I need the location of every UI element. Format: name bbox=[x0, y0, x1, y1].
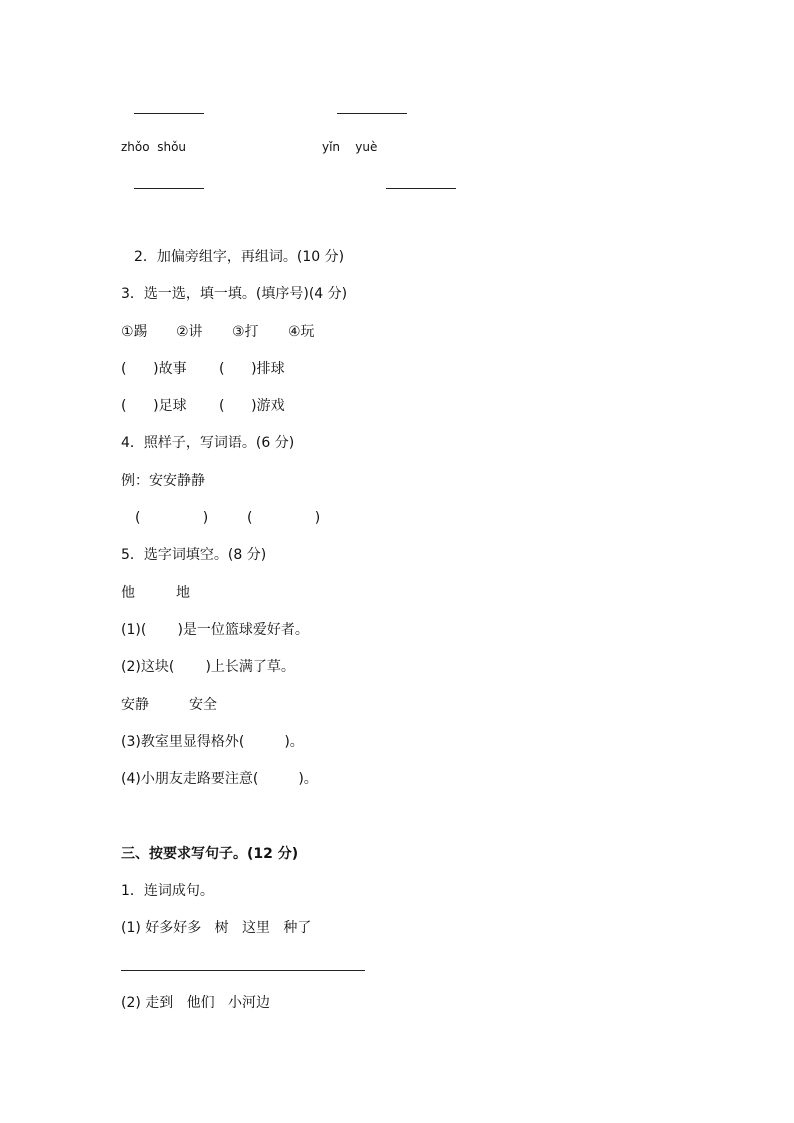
q5-sentence-1[interactable]: (1)( )是一位篮球爱好者。 bbox=[121, 622, 309, 638]
answer-line-1[interactable] bbox=[134, 113, 204, 114]
section3-answer-line[interactable] bbox=[121, 970, 365, 971]
pinyin-right: yǐn yuè bbox=[322, 140, 378, 154]
q3-blank-story[interactable]: ( )故事 bbox=[121, 361, 187, 377]
section3-item2: (2) 走到 他们 小河边 bbox=[121, 995, 270, 1011]
q3-option-1: ①踢 bbox=[121, 324, 148, 340]
q5-word-anquan: 安全 bbox=[189, 697, 217, 713]
pinyin-left: zhǒo shǒu bbox=[121, 140, 187, 154]
q4-title: 4．照样子，写词语。(6 分) bbox=[121, 435, 295, 451]
q3-title: 3．选一选，填一填。(填序号)(4 分) bbox=[121, 286, 348, 302]
q5-sentence-2[interactable]: (2)这块( )上长满了草。 bbox=[121, 659, 295, 675]
section3-item1: (1) 好多好多 树 这里 种了 bbox=[121, 920, 312, 936]
section3-sub1: 1．连词成句。 bbox=[121, 883, 214, 899]
q4-blank-2[interactable]: ( ) bbox=[247, 510, 321, 526]
answer-line-2[interactable] bbox=[337, 113, 407, 114]
q3-option-4: ④玩 bbox=[288, 324, 315, 340]
q3-option-2: ②讲 bbox=[176, 324, 203, 340]
q3-blank-game[interactable]: ( )游戏 bbox=[219, 398, 285, 414]
q2-title: 2．加偏旁组字，再组词。(10 分) bbox=[134, 249, 345, 265]
answer-line-3[interactable] bbox=[134, 188, 204, 189]
q3-option-3: ③打 bbox=[232, 324, 259, 340]
section3-title: 三、按要求写句子。(12 分) bbox=[121, 846, 299, 862]
q5-word-di: 地 bbox=[176, 585, 190, 601]
q5-word-ta: 他 bbox=[121, 585, 135, 601]
answer-line-4[interactable] bbox=[386, 188, 456, 189]
q5-sentence-4[interactable]: (4)小朋友走路要注意( )。 bbox=[121, 771, 318, 787]
q5-sentence-3[interactable]: (3)教室里显得格外( )。 bbox=[121, 734, 304, 750]
q3-blank-volleyball[interactable]: ( )排球 bbox=[219, 361, 285, 377]
q4-example: 例：安安静静 bbox=[121, 473, 205, 489]
q3-blank-football[interactable]: ( )足球 bbox=[121, 398, 187, 414]
q5-word-anjing: 安静 bbox=[121, 697, 149, 713]
q5-title: 5．选字词填空。(8 分) bbox=[121, 547, 267, 563]
q4-blank-1[interactable]: ( ) bbox=[135, 510, 209, 526]
